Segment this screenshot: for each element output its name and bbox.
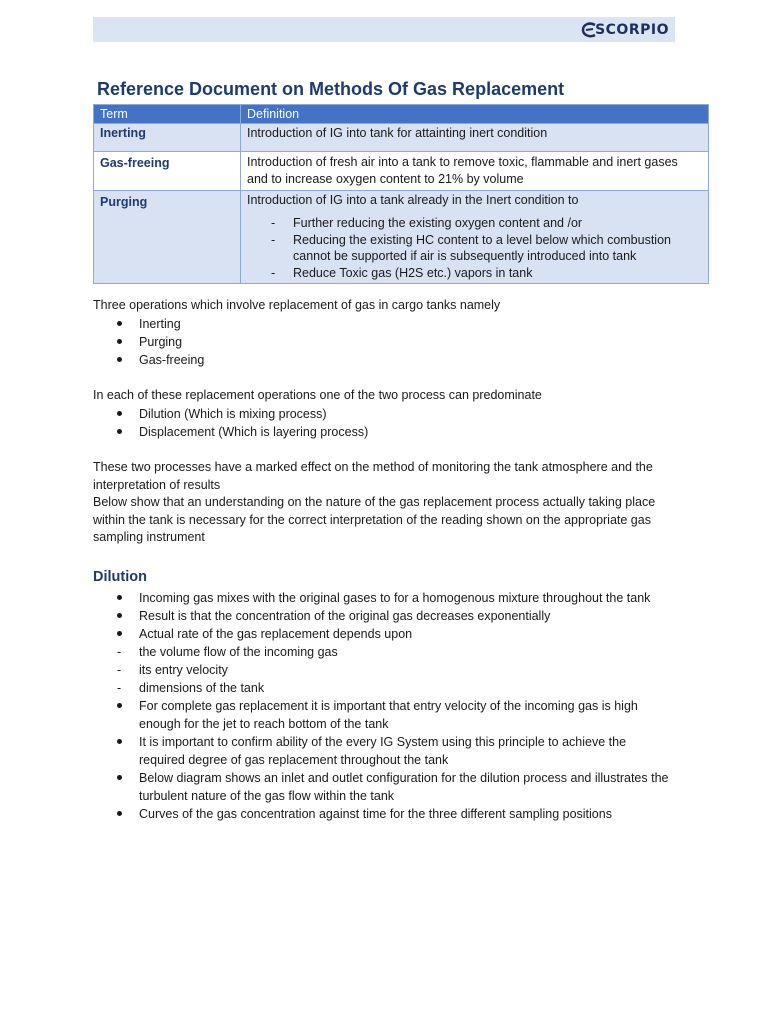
table-header-term: Term (94, 105, 241, 124)
table-row (94, 124, 709, 152)
list-item: - the volume flow of the incoming gas (93, 643, 673, 661)
dilution-section (93, 589, 673, 823)
list-item: Below diagram shows an inlet and outlet configuration for the dilution process and illustrates the turbulent nature of the gas flow within the tank (93, 769, 673, 805)
list-item: Curves of the gas concentration against time for the three different sampling positions (93, 805, 673, 823)
definition-cell: Introduction of IG into tank for attainting inert condition (241, 124, 709, 152)
operations-section (93, 297, 673, 369)
list-item: Inerting (93, 315, 673, 333)
list-item: - dimensions of the tank (93, 679, 673, 697)
list-item: - Reducing the existing HC content to a level below which combustion cannot be supported if air is subsequently introduced into tank (271, 232, 702, 265)
table-row (94, 152, 709, 191)
operations-list (93, 315, 673, 369)
paragraph: These two processes have a marked effect on the method of monitoring the tank atmosphere and the interpretation of results (93, 460, 653, 492)
table-header-definition: Definition (241, 105, 709, 124)
list-item: Purging (93, 333, 673, 351)
list-item: Dilution (Which is mixing process) (93, 405, 673, 423)
paragraph: Below show that an understanding on the nature of the gas replacement process actually taking place within the tank is necessary for the correct interpretation of the reading shown on the appropriate gas sampling instrument (93, 495, 656, 544)
list-item: - its entry velocity (93, 661, 673, 679)
list-item: - Reduce Toxic gas (H2S etc.) vapors in tank (271, 265, 702, 282)
header-bar (93, 17, 675, 42)
processes-section (93, 387, 673, 441)
processes-list (93, 405, 673, 441)
list-item: For complete gas replacement it is important that entry velocity of the incoming gas is high enough for the jet to reach bottom of the tank (93, 697, 673, 733)
definition-cell (241, 191, 709, 284)
definitions-table (93, 104, 709, 284)
explanation-section (93, 459, 673, 547)
list-item: It is important to confirm ability of the every IG System using this principle to achieve the required degree of gas replacement throughout the tank (93, 733, 673, 769)
company-logo (581, 20, 669, 39)
definition-cell: Introduction of fresh air into a tank to remove toxic, flammable and inert gases and to increase oxygen content to 21% by volume (241, 152, 709, 191)
list-item: Gas-freeing (93, 351, 673, 369)
table-row (94, 191, 709, 284)
processes-intro: In each of these replacement operations one of the two process can predominate (93, 388, 542, 402)
term-cell: Gas-freeing (94, 152, 241, 191)
term-cell: Inerting (94, 124, 241, 152)
list-item: Actual rate of the gas replacement depends upon (93, 625, 673, 643)
logo-text: SCORPIO (595, 21, 669, 38)
list-item: - Further reducing the existing oxygen content and /or (271, 215, 702, 232)
operations-intro: Three operations which involve replacement of gas in cargo tanks namely (93, 298, 501, 312)
list-item: Incoming gas mixes with the original gases to for a homogenous mixture throughout the tank (93, 589, 673, 607)
term-cell: Purging (94, 191, 241, 284)
list-item: Displacement (Which is layering process) (93, 423, 673, 441)
dilution-list (93, 589, 673, 823)
page-title: Reference Document on Methods Of Gas Replacement (97, 79, 565, 99)
purging-sublist (247, 215, 702, 281)
list-item: Result is that the concentration of the original gas decreases exponentially (93, 607, 673, 625)
definition-text: Introduction of IG into a tank already in the Inert condition to (247, 193, 579, 207)
dilution-heading: Dilution (93, 569, 147, 585)
